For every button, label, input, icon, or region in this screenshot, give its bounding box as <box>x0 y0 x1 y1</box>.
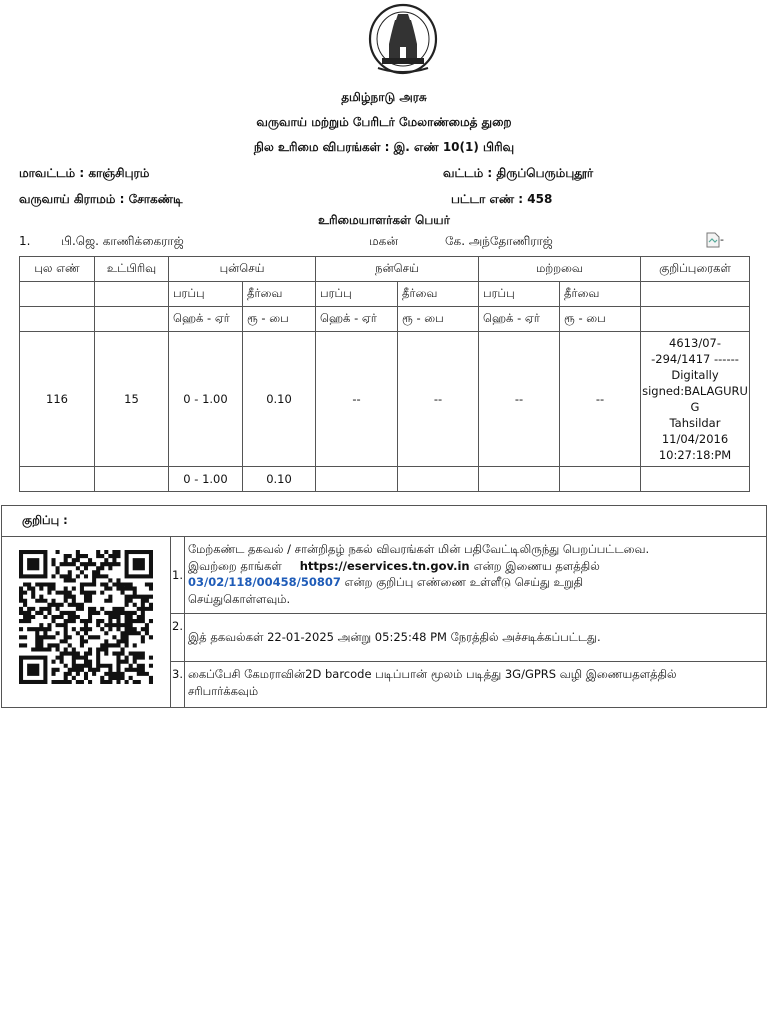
notes-table <box>1 505 767 708</box>
qr-code <box>19 550 153 684</box>
note-item: இத் தகவல்கள் 22-01-2025 அன்று 05:25:48 PM நேரத்தில் அச்சடிக்கப்பட்டது. <box>185 614 767 662</box>
header-subdivision: உட்பிரிவு <box>95 257 169 282</box>
unit-tax: ரூ - பை <box>560 307 641 332</box>
header-tax: தீர்வை <box>560 282 641 307</box>
broken-image-icon: - <box>706 232 728 248</box>
owner-name: பி.ஜெ. காணிக்கைராஜ் <box>61 234 184 248</box>
header-other-land: மற்றவை <box>479 257 641 282</box>
note-number: 2. <box>171 614 185 662</box>
qr-finder-pattern <box>19 656 47 684</box>
qr-code-cell <box>2 537 171 708</box>
unit-tax: ரூ - பை <box>243 307 316 332</box>
header-wet-land: நன்செய் <box>316 257 479 282</box>
note-number: 3. <box>171 662 185 708</box>
owner-index: 1. <box>19 234 31 248</box>
district-field: மாவட்டம் : காஞ்சிபுரம் <box>19 166 150 180</box>
header-survey-no: புல எண் <box>20 257 95 282</box>
header-area: பரப்பு <box>169 282 243 307</box>
header-area: பரப்பு <box>479 282 560 307</box>
header-area: பரப்பு <box>316 282 398 307</box>
patta-field: பட்டா எண் : 458 <box>451 192 553 206</box>
unit-area: ஹெக் - ஏர் <box>169 307 243 332</box>
table-row <box>20 332 750 467</box>
qr-finder-pattern <box>125 550 153 578</box>
cell-subdivision: 15 <box>95 332 169 467</box>
total-dry-tax: 0.10 <box>243 467 316 492</box>
taluk-field: வட்டம் : திருப்பெரும்புதூர் <box>443 166 594 180</box>
reference-number-link[interactable]: 03/02/118/00458/50807 <box>188 575 341 589</box>
header-tax: தீர்வை <box>398 282 479 307</box>
unit-area: ஹெக் - ஏர் <box>479 307 560 332</box>
cell-dry-tax: 0.10 <box>243 332 316 467</box>
cell-other-area: -- <box>479 332 560 467</box>
document-title: நில உரிமை விபரங்கள் : இ. எண் 10(1) பிரிவு <box>253 140 515 154</box>
tamil-nadu-emblem <box>362 2 444 80</box>
owner-parent-name: கே. அந்தோணிராஜ் <box>445 234 553 248</box>
table-subheader-row <box>20 282 750 307</box>
cell-remarks: 4613/07- -294/1417 ------ Digitally signed:BALAGURU G Tahsildar 11/04/2016 10:27:18:PM <box>641 332 750 467</box>
header-remarks: குறிப்புரைகள் <box>641 257 750 282</box>
notes-heading: குறிப்பு : <box>2 506 767 537</box>
unit-tax: ரூ - பை <box>398 307 479 332</box>
table-units-row <box>20 307 750 332</box>
owner-relation: மகன் <box>369 234 398 248</box>
owners-heading: உரிமையாளர்கள் பெயர் <box>318 213 450 227</box>
header-dry-land: புன்செய் <box>169 257 316 282</box>
note-number: 1. <box>171 537 185 614</box>
note-item: கைப்பேசி கேமராவின்2D barcode படிப்பான் மூலம் படித்து 3G/GPRS வழி இணையதளத்தில் சரிபார்க்கவும் <box>185 662 767 708</box>
department-name: வருவாய் மற்றும் பேரிடர் மேலாண்மைத் துறை <box>256 115 512 129</box>
cell-survey-no: 116 <box>20 332 95 467</box>
cell-other-tax: -- <box>560 332 641 467</box>
note-item: மேற்கண்ட தகவல் / சான்றிதழ் நகல் விவரங்கள் மின் பதிவேட்டிலிருந்து பெறப்பட்டவை. இவற்றை தாங்கள் https://eservices.tn.gov.in என்ற இணைய தளத்தில் 03/02/118/00458/50807 என்ற குறிப்பு எண்ணை உள்ளீடு செய்து உறுதி செய்துகொள்ளவும். <box>185 537 767 614</box>
table-header-row <box>20 257 750 282</box>
cell-dry-area: 0 - 1.00 <box>169 332 243 467</box>
village-field: வருவாய் கிராமம் : சோகண்டி <box>19 192 183 206</box>
unit-area: ஹெக் - ஏர் <box>316 307 398 332</box>
land-details-table <box>19 256 750 492</box>
header-tax: தீர்வை <box>243 282 316 307</box>
table-total-row <box>20 467 750 492</box>
total-dry-area: 0 - 1.00 <box>169 467 243 492</box>
cell-wet-area: -- <box>316 332 398 467</box>
qr-finder-pattern <box>19 550 47 578</box>
cell-wet-tax: -- <box>398 332 479 467</box>
government-name: தமிழ்நாடு அரசு <box>341 90 427 104</box>
